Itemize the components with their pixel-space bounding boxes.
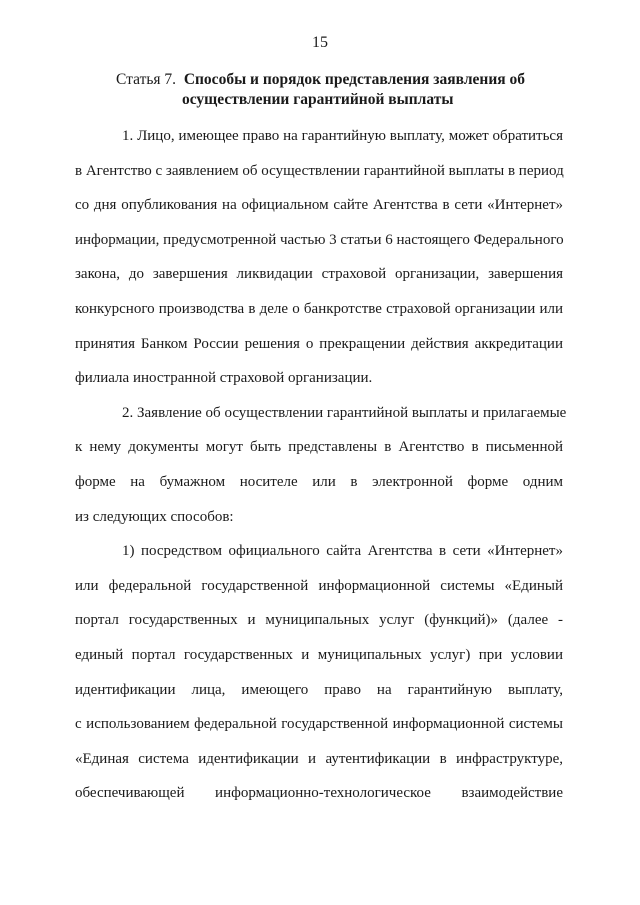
list-item-1-line: 1) посредством официального сайта Агентства в сети «Интернет» [122,543,563,560]
article-body [75,119,567,811]
paragraph-1-line: филиала иностранной страховой организации. [75,370,373,387]
article-heading [116,70,546,110]
page-number: 15 [312,34,328,51]
article-title-part-1: Способы и порядок представления заявления об [183,71,526,88]
list-item-1-line: или федеральной государственной информационной системы «Единый [75,577,563,594]
list-item-1-line: идентификации лица, имеющего право на гарантийную выплату, [75,681,563,698]
list-item-1-line: портал государственных и муниципальных услуг (функций)» (далее - [75,612,563,629]
paragraph-1-line: принятия Банком России решения о прекращении действия аккредитации [75,335,563,352]
paragraph-1-line: закона, до завершения ликвидации страховой организации, завершения [75,266,563,283]
paragraph-1-line: со дня опубликования на официальном сайте Агентства в сети «Интернет» [75,197,563,214]
list-item-1-line: обеспечивающей информационно-технологическое взаимодействие [75,785,563,802]
paragraph-2-line: 2. Заявление об осуществлении гарантийной выплаты и прилагаемые [122,404,567,421]
paragraph-1-line: конкурсного производства в деле о банкротстве страховой организации или [75,300,563,317]
paragraph-1-line: 1. Лицо, имеющее право на гарантийную выплату, может обратиться [122,128,563,144]
article-title-part-2: осуществлении гарантийной выплаты [182,91,454,108]
list-item-1-line: единый портал государственных и муниципальных услуг) при условии [75,646,563,663]
list-item-1-line: «Единая система идентификации и аутентификации в инфраструктуре, [75,750,563,767]
list-item-1-line: с использованием федеральной государственной информационной системы [75,716,563,733]
paragraph-2-line: к нему документы могут быть представлены в Агентство в письменной [75,439,563,456]
article-number: Статья 7. [116,71,177,88]
paragraph-1-line: в Агентство с заявлением об осуществлении гарантийной выплаты в период [75,162,564,179]
paragraph-2-line: форме на бумажном носителе или в электронной форме одним [75,473,563,490]
article-heading-line-1 [116,70,546,90]
paragraph-1-line: информации, предусмотренной частью 3 статьи 6 настоящего Федерального [75,231,564,248]
paragraph-2-line: из следующих способов: [75,508,234,525]
